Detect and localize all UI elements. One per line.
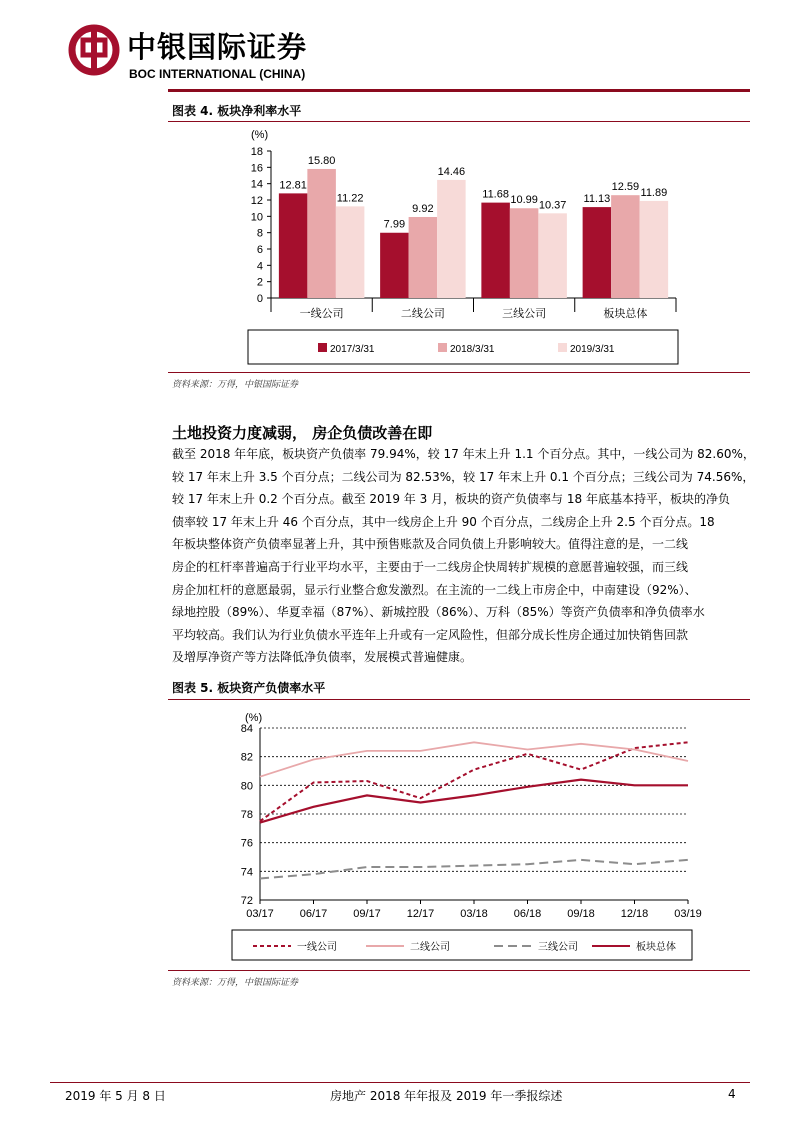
bar-value-label: 12.59	[611, 181, 640, 194]
series-line	[260, 780, 688, 823]
x-tick-label: 12/17	[406, 908, 435, 920]
y-tick-label: 4	[256, 260, 263, 273]
x-category-label: 三线公司	[502, 308, 547, 320]
bar	[611, 195, 640, 298]
y-tick-label: 84	[240, 723, 253, 735]
paragraph-line: 较 17 年末上升 3.5 个百分点；二线公司为 82.53%，较 17 年末上升 0.1 个百分点；三线公司为 74.56%，	[172, 469, 755, 484]
x-tick-label: 03/17	[246, 908, 274, 920]
bar-value-label: 15.80	[307, 154, 336, 167]
footer-page-number: 4	[728, 1087, 736, 1101]
y-tick-label: 2	[256, 276, 263, 289]
legend-label: 板块总体	[636, 942, 676, 953]
paragraph-line: 年板块整体资产负债率显著上升，其中预售账款及合同负债上升影响较大。值得注意的是，一二线	[172, 537, 689, 552]
y-tick-label: 12	[250, 195, 263, 207]
bar-chart-net-margin	[168, 124, 750, 372]
figure5-bottom-rule	[168, 970, 750, 971]
bar-value-label: 14.46	[437, 165, 466, 178]
legend-label: 2019/3/31	[570, 344, 615, 355]
bar-value-label: 10.99	[510, 194, 538, 207]
bar-value-label: 12.81	[279, 179, 307, 192]
bar	[481, 203, 510, 298]
x-tick-label: 03/18	[460, 908, 488, 920]
header	[0, 0, 800, 100]
bar	[437, 180, 466, 298]
legend-label: 三线公司	[538, 942, 578, 953]
y-tick-label: 78	[240, 809, 253, 821]
brand-name-en: BOC INTERNATIONAL (CHINA)	[129, 67, 306, 81]
y-tick-label: 80	[240, 780, 253, 793]
section-paragraph	[172, 443, 755, 669]
y-tick-label: 8	[256, 227, 263, 240]
figure4-caption: 图表 4. 板块净利率水平	[172, 104, 302, 118]
bar	[640, 201, 669, 298]
bar	[279, 193, 308, 298]
x-category-label: 板块总体	[603, 308, 648, 320]
figure4-caption-rule	[168, 121, 750, 122]
paragraph-line: 房企的杠杆率普遍高于行业平均水平，主要由于一二线房企快周转扩规模的意愿普遍较强，而三线	[172, 559, 689, 574]
y-tick-label: 18	[250, 146, 263, 158]
bar	[510, 208, 539, 298]
bar	[409, 217, 438, 298]
bar-value-label: 11.13	[583, 193, 611, 206]
legend-label: 2017/3/31	[330, 344, 375, 355]
legend-label: 一线公司	[297, 942, 337, 953]
series-line	[260, 742, 688, 821]
bar-value-label: 7.99	[383, 218, 406, 231]
footer-date: 2019 年 5 月 8 日	[65, 1089, 166, 1103]
y-tick-label: 74	[240, 866, 253, 879]
legend-swatch	[558, 343, 567, 352]
y-tick-label: 10	[250, 211, 263, 224]
paragraph-line: 房企加杠杆的意愿最弱，显示行业整合愈发激烈。在主流的一二线上市房企中，中南建设（92%）、	[172, 582, 697, 597]
paragraph-line: 较 17 年末上升 0.2 个百分点。截至 2019 年 3 月，板块的资产负债率与 18 年底基本持平，板块的净负	[172, 492, 730, 507]
figure5-caption-rule	[168, 699, 750, 700]
bar-value-label: 11.89	[640, 186, 668, 199]
x-category-label: 二线公司	[400, 308, 445, 320]
bar-value-label: 11.22	[336, 192, 364, 205]
y-tick-label: 82	[240, 751, 253, 764]
y-tick-label: 16	[250, 162, 263, 175]
series-line	[260, 860, 688, 879]
y-tick-label: 14	[250, 178, 263, 191]
y-tick-label: 76	[240, 837, 253, 850]
bar	[336, 206, 365, 298]
paragraph-line: 绿地控股（89%）、华夏幸福（87%）、新城控股（86%）、万科（85%）等资产负债率和净负债率水	[172, 605, 705, 620]
paragraph-line: 平均较高。我们认为行业负债水平连年上升或有一定风险性，但部分成长性房企通过加快销售回款	[172, 627, 689, 642]
legend-swatch	[438, 343, 447, 352]
figure4-source: 资料来源：万得，中银国际证券	[172, 380, 299, 390]
legend-label: 二线公司	[410, 942, 450, 953]
x-tick-label: 03/19	[674, 908, 702, 920]
x-tick-label: 06/18	[513, 908, 542, 920]
bar	[583, 207, 612, 298]
bar	[380, 233, 409, 298]
line-chart-debt-ratio	[168, 702, 750, 966]
series-line	[260, 742, 688, 776]
footer-title: 房地产 2018 年年报及 2019 年一季报综述	[330, 1089, 563, 1103]
x-tick-label: 12/18	[620, 908, 649, 920]
paragraph-line: 债率较 17 年末上升 46 个百分点，其中一线房企上升 90 个百分点，二线房企上升 2.5 个百分点。18	[172, 514, 715, 529]
figure5-caption: 图表 5. 板块资产负债率水平	[172, 681, 326, 695]
bar-value-label: 10.37	[538, 199, 567, 212]
bar-value-label: 9.92	[412, 202, 434, 215]
footer-rule	[50, 1082, 750, 1083]
section-heading: 土地投资力度减弱， 房企负债改善在即	[172, 424, 433, 442]
legend-label: 2018/3/31	[450, 344, 495, 355]
y-tick-label: 0	[256, 293, 263, 305]
x-category-label: 一线公司	[299, 308, 344, 320]
figure4-bottom-rule	[168, 372, 750, 373]
y-axis-unit-label: (%)	[245, 712, 263, 724]
bar-value-label: 11.68	[482, 188, 509, 201]
paragraph-line: 及增厚净资产等方法降低净负债率，发展模式普遍健康。	[172, 650, 473, 665]
y-axis-unit-label: (%)	[251, 129, 269, 141]
paragraph-line: 截至 2018 年年底，板块资产负债率 79.94%，较 17 年末上升 1.1 个百分点。其中，一线公司为 82.60%，	[172, 447, 755, 461]
y-tick-label: 6	[256, 244, 263, 256]
bar	[538, 213, 567, 298]
legend-swatch	[318, 343, 327, 352]
x-tick-label: 09/18	[567, 908, 595, 920]
bar	[307, 169, 336, 298]
x-tick-label: 09/17	[353, 908, 381, 920]
x-tick-label: 06/17	[299, 908, 328, 920]
y-tick-label: 72	[240, 895, 253, 907]
brand-name-cn: 中银国际证券	[127, 30, 308, 64]
header-rule	[168, 89, 750, 92]
boc-logo-icon	[68, 24, 120, 76]
figure5-source: 资料来源：万得，中银国际证券	[172, 978, 299, 988]
